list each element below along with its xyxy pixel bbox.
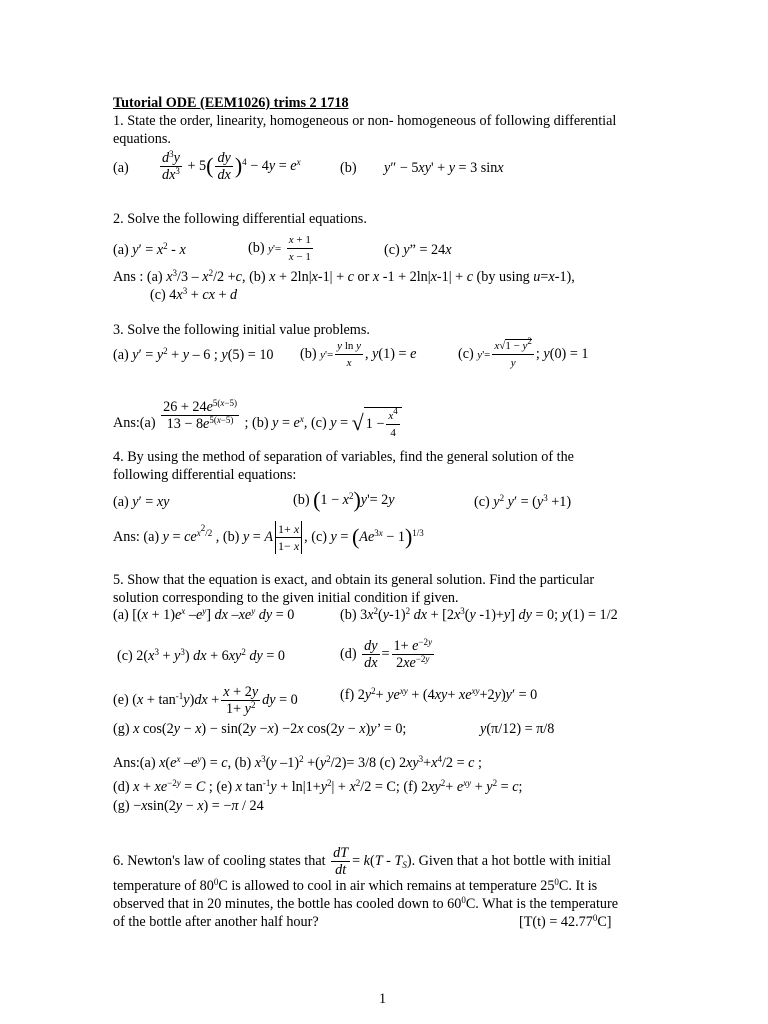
page-number: 1 — [379, 991, 387, 1007]
q2-answer-line2: (c) $4x^3$ + cx + d — [150, 286, 238, 303]
q1-a-equation: $\frac{d^3y}{dx^3}$ + 5( $\frac{dy}{dx}$ )$^4 - 4y = e^x$ — [162, 149, 301, 183]
q5-answer-line1: Ans:(a) $x(e^x$ $-e^y) = c$, (b) $x^3(y$ $-1)^2 +(y^2/2)= 3/8$ (c) $2xy^3+x^4/2 = c$ ; — [113, 754, 482, 771]
q5-g-condition: y(π/12) = π/8 — [480, 721, 555, 737]
q5-text-line2: solution corresponding to the given initial condition if given. — [113, 590, 459, 606]
q1-b-label: (b) — [340, 160, 357, 176]
q5-f: (f) $2y^2+ ye^{xy} + (4xy+ xe^{xy}+2y)y' = 0$ — [340, 686, 538, 703]
q5-answer-line2: (d) $x + xe^{-2y} = C$ ; (e) x $\tan^{-1}y + \ln|1+y^2| + x^2/2 = C$; (f) $2xy^2+ e^{xy} + y^2 = c$; — [113, 778, 523, 795]
q1-a-label: (a) — [113, 160, 129, 176]
q3-c: (c) y'= $\frac{x√1 - y^2}{y}$ ; y(0) = 1 — [458, 336, 589, 369]
q4-text-line1: 4. By using the method of separation of variables, find the general solution of the — [113, 449, 574, 465]
q5-c: (c) $2(x^3 + y^3)$ dx + $6xy^2$ dy = 0 — [117, 647, 286, 664]
q5-text-line1: 5. Show that the equation is exact, and obtain its general solution. Find the particular — [113, 572, 595, 588]
q5-b: (b) $3x^2(y-1)^2$ dx + [$2x^3(y$ -1)+y] dy = 0; y(1) = 1/2 — [340, 606, 618, 623]
q5-answer-line3: (g) −xsin(2y − x) = −π / 24 — [113, 798, 264, 814]
q6-line4: of the bottle after another half hour? — [113, 914, 319, 930]
q6-line3: observed that in 20 minutes, the bottle has cooled down to $60^0C$. What is the temperature — [113, 895, 619, 912]
q3-b: (b) y'= $\frac{\text{y ln y}}{x}$ , y(1) = e — [300, 340, 417, 369]
q6-line2: temperature of $80^0C$ is allowed to cool in air which remains at temperature $25^0C$. It is — [113, 877, 598, 894]
q2-answer-line1: Ans : (a) $x^3/3 - x^2/2 +c$, (b) x + 2ln|x-1| + c or x -1 + 2ln|x-1| + c (by using u=x-1), — [113, 268, 575, 285]
q2-c: (c) y” = 24x — [384, 242, 452, 258]
q5-e: (e) $(x + \tan^{-1}y)dx$ + $\frac{x + 2y}{1+ y^2}$ dy = 0 — [113, 684, 298, 717]
q4-c: (c) $y^2$ $y' = (y^3 +1)$ — [474, 493, 572, 510]
q5-g: (g) x cos(2y − x) − sin(2y −x) −2x cos(2y − x)y’ = 0; — [113, 721, 407, 737]
q4-text-line2: following differential equations: — [113, 467, 297, 483]
q3-text: 3. Solve the following initial value problems. — [113, 322, 370, 338]
q1-b-equation: y″ − 5xy' + y = 3 sinx — [384, 160, 504, 176]
q1-text-line1: 1. State the order, linearity, homogeneous or non- homogeneous of following differential — [113, 113, 617, 129]
q3-a: (a) $y' = y^2 + y - 6$ ; y(5) = 10 — [113, 346, 274, 363]
q4-answer: Ans: (a) $y = ce^{x^2/2}$ , (b) y = A $\frac{1+ x}{1- x}$ , (c) $y = (Ae^{3x} - 1)^{1/3}$ — [113, 522, 424, 553]
q6-answer: $[T(t) = 42.77^0C]$ — [519, 913, 612, 930]
tutorial-title: Tutorial ODE (EEM1026) trims 2 1718 — [113, 95, 349, 111]
q5-a: (a) [$(x + 1)e^x$ $-e^y$] dx $-xe^y$ dy = 0 — [113, 606, 295, 623]
q4-a: (a) y′ = xy — [113, 494, 170, 510]
q6-line1: 6. Newton's law of cooling states that $\frac{dT}{dt}$ = $k(T - T_S)$. Given that a hot bottle with initial — [113, 845, 611, 878]
q5-d: (d) $\frac{dy}{dx}$ = $\frac{1+ e^{-2y}}{2xe^{-2y}}$ — [340, 637, 433, 671]
q2-a: (a) $y' = x^2 - x$ — [113, 241, 186, 258]
q1-text-line2: equations. — [113, 131, 171, 147]
q4-b: (b) $(1 - x^2)y'= 2y$ — [293, 487, 395, 512]
q3-answer: Ans:(a) $\frac{26 + 24e^{5(x-5)}}{13 - 8e^{5(x-5)}}$ ; (b) $y = e^x$, (c) y = √ 1 − $\frac{x^4}{4}$ — [113, 399, 402, 441]
q2-text: 2. Solve the following differential equations. — [113, 211, 367, 227]
q2-b: (b) y'= $\frac{x + 1}{x - 1}$ — [248, 234, 311, 263]
